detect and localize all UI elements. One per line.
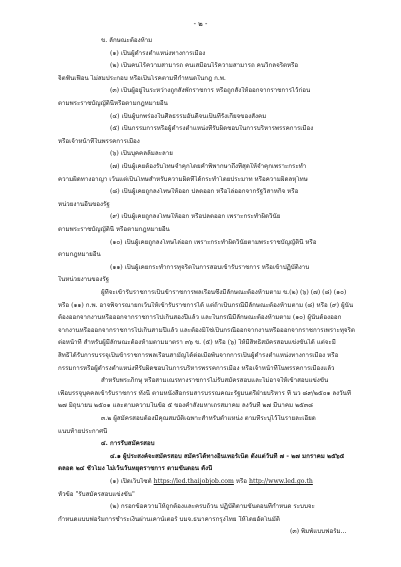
text-line: (๔) เป็นผู้บกพร่องในศีลธรรมอันดีจนเป็นที่รังเกียจของสังคม: [110, 112, 267, 120]
text-line: (๓) เป็นผู้อยู่ในระหว่างถูกสั่งพักราชการ หรือถูกสั่งให้ออกจากราชการไว้ก่อน: [110, 87, 311, 95]
text-line: (๙) เป็นผู้เคยถูกลงโทษให้ออก หรือปลดออก เพราะกระทำผิดวินัย: [110, 213, 281, 221]
text-line: ๔. การรับสมัครสอบ: [101, 440, 155, 448]
text-line: หน่วยงานอื่นของรัฐ: [58, 200, 110, 208]
text-line: จากงานหรือออกจากราชการไปเกินสามปีแล้ว และต้องมิใช่เป็นกรณีออกจากงานหรือออกจากราชการเพราะทุจริต: [58, 326, 355, 334]
text-line: (๒) เป็นคนไร้ความสามารถ คนเสมือนไร้ความสามารถ คนวิกลจริตหรือ: [110, 62, 299, 70]
text-line: ต่อหน้าที่ สำหรับผู้มีลักษณะต้องห้ามตามมาตรา ๓๖ ข. (๕) หรือ (๖) ให้มีสิทธิสมัครสอบแข่งขันได้ แต่จะมี: [58, 339, 336, 347]
text-line: (๑๐) เป็นผู้เคยถูกลงโทษไล่ออก เพราะกระทำผิดวินัยตามพระราชบัญญัตินี้ หรือ: [110, 238, 317, 246]
text-line: กำหนดแบบฟอร์มการชำระเงินผ่านเคาน์เตอร์ บมจ.ธนาคารกรุงไทย ให้โดยอัตโนมัติ: [58, 515, 280, 523]
text-line: ต้องออกจากงานหรือออกจากราชการไปเกินสองปีแล้ว และในกรณีมีลักษณะต้องห้ามตาม (๑๐) ผู้นั้นต้องออก: [58, 314, 342, 322]
page-number: - ๒ -: [193, 20, 208, 28]
website-link[interactable]: https://led.thaijobjob.com: [153, 478, 234, 485]
text-line: แนบท้ายประกาศนี้: [58, 427, 108, 435]
text-line: ผู้ที่จะเข้ารับราชการเป็นข้าราชการพลเรือนซึ่งมีลักษณะต้องห้ามตาม ข.(๒) (๖) (๗) (๘) (๑๐): [101, 289, 347, 296]
text-line: กรรมการหรือผู้ดำรงตำแหน่งที่รับผิดชอบในการบริหารพรรคการเมือง หรือเจ้าหน้าที่ในพรรคการเมืองแล้ว: [58, 364, 335, 372]
text-line: สิทธิได้รับการบรรจุเป็นข้าราชการพลเรือนสามัญได้ต่อเมื่อพ้นจากการเป็นผู้ดำรงตำแหน่งทางการเมือง หรือ: [58, 352, 339, 359]
text-line: หรือเจ้าหน้าที่ในพรรคการเมือง: [58, 137, 140, 145]
text-line: (๖) เป็นบุคคลล้มละลาย: [110, 150, 173, 158]
website-link[interactable]: http://www.led.go.th: [248, 478, 313, 485]
text-line: (๑) เป็นผู้ดำรงตำแหน่งทางการเมือง: [110, 49, 206, 57]
text-line: หัวข้อ "รับสมัครสอบแข่งขัน": [58, 490, 135, 498]
text-line: ๓.๒ ผู้สมัครสอบต้องมีคุณสมบัติเฉพาะสำหรับตำแหน่ง ตามที่ระบุไว้ในรายละเอียด: [101, 415, 316, 422]
text-line: ตามพระราชบัญญัตินี้หรือตามกฎหมายอื่น: [58, 100, 168, 107]
text-line: ในหน่วยงานของรัฐ: [58, 276, 110, 284]
text-line: (๗) เป็นผู้เคยต้องรับโทษจำคุกโดยคำพิพากษาถึงที่สุดให้จำคุกเพราะกระทำ: [110, 163, 307, 170]
text-line: เพื่อบรรจุบุคคลเข้ารับราชการ ทั้งนี้ ตามหนังสือกรมสารบรรณคณะรัฐมนตรีฝ่ายบริหาร ที่ นว ๘๙/๒๕๐๑ ลงวันที่: [58, 389, 351, 397]
text-line: (๘) เป็นผู้เคยถูกลงโทษให้ออก ปลดออก หรือไล่ออกจากรัฐวิสาหกิจ หรือ: [110, 188, 299, 196]
text-line: ๒๗ มิถุนายน ๒๕๐๑ และตามความในข้อ ๕ ของคำสั่งมหาเถรสมาคม ลงวันที่ ๒๗ มีนาคม ๒๕๓๘: [58, 402, 313, 410]
text-line: (๕) เป็นกรรมการหรือผู้ดำรงตำแหน่งที่รับผิดชอบในการบริหารพรรคการเมือง: [110, 125, 314, 133]
text-line: จิตฟั่นเฟือน ไม่สมประกอบ หรือเป็นโรคตามที่กำหนดในกฎ ก.พ.: [58, 74, 226, 82]
text-line: ตามกฎหมายอื่น: [58, 251, 101, 259]
text-line: (๑) เปิดเว็บไซต์ https://led.thaijobjob.com หรือ http://www.led.go.th: [110, 478, 313, 485]
text-line: หรือ (๑๑) ก.พ. อาจพิจารณายกเว้นให้เข้ารับราชการได้ แต่ถ้าเป็นกรณีมีลักษณะต้องห้ามตาม (๘) หรือ (๙) ผู้นั้น: [58, 301, 354, 309]
text-line: ข. ลักษณะต้องห้าม: [101, 37, 153, 44]
text-line: ตามพระราชบัญญัตินี้ หรือตามกฎหมายอื่น: [58, 226, 170, 233]
text-line: (๒) กรอกข้อความให้ถูกต้องและครบถ้วน ปฏิบัติตามขั้นตอนที่กำหนด ระบบจะ: [110, 503, 315, 511]
text-line: (๑๑) เป็นผู้เคยกระทำการทุจริตในการสอบเข้ารับราชการ หรือเข้าปฏิบัติงาน: [110, 263, 310, 271]
text-line: (๓) พิมพ์แบบฟอร์ม...: [290, 528, 347, 536]
text-line: ตลอด ๒๔ ชั่วโมง ไม่เว้นวันหยุดราชการ ตามขั้นตอน ดังนี้: [58, 465, 213, 473]
text-line: ๔.๑ ผู้ประสงค์จะสมัครสอบ สมัครได้ทางอินเทอร์เน็ต ตั้งแต่วันที่ ๗ - ๒๗ มกราคม ๒๕๖๕: [110, 452, 345, 460]
text-line: ความผิดทางอาญา เว้นแต่เป็นโทษสำหรับความผิดที่ได้กระทำโดยประมาท หรือความผิดลหุโทษ: [58, 175, 308, 183]
text-line: สำหรับพระภิกษุ หรือสามเณรทางราชการไม่รับสมัครสอบและไม่อาจให้เข้าสอบแข่งขัน: [101, 377, 329, 385]
